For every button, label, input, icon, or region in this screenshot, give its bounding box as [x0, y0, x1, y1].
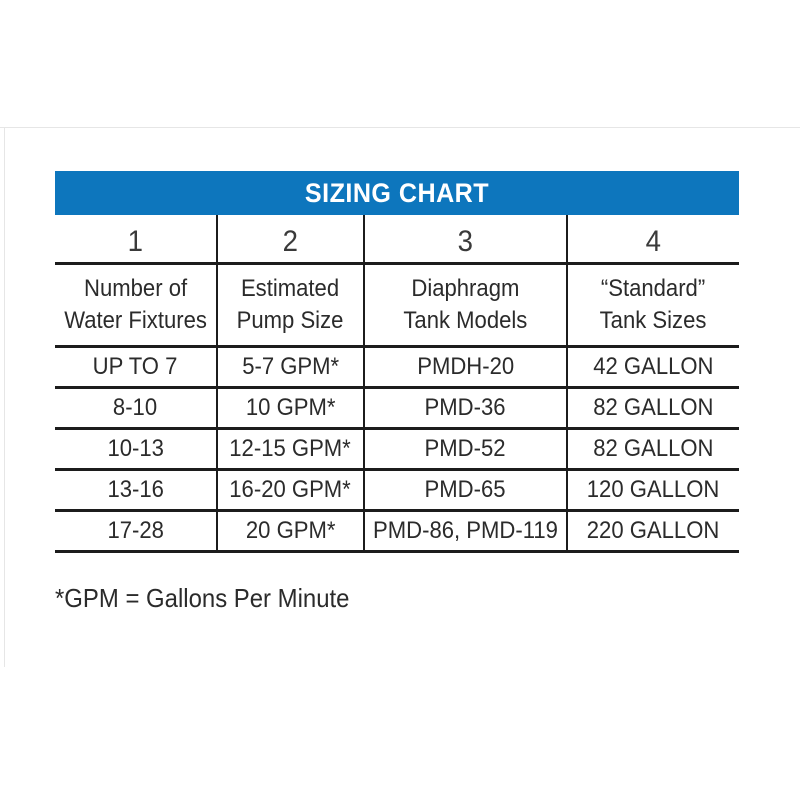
sizing-chart-table	[55, 171, 739, 553]
cell-value: PMD-36	[424, 394, 506, 421]
header-line-1: Estimated	[241, 275, 340, 303]
photo-frame-top-edge	[0, 127, 800, 128]
table-cell-tank-size	[568, 348, 739, 386]
cell-value: 10-13	[107, 435, 164, 462]
cell-value: 82 GALLON	[593, 435, 714, 462]
column-header-pump-size	[218, 265, 365, 345]
table-title: SIZING CHART	[304, 177, 490, 208]
column-number-1	[55, 215, 218, 262]
table-row	[55, 430, 739, 471]
table-cell-tank-size	[568, 430, 739, 468]
table-cell-fixtures	[55, 430, 218, 468]
header-line-2: Tank Models	[403, 307, 528, 334]
cell-value: PMDH-20	[416, 353, 514, 380]
column-number-label: 3	[457, 225, 474, 258]
column-header-water-fixtures	[55, 265, 218, 345]
table-row	[55, 512, 739, 553]
cell-value: 120 GALLON	[587, 476, 720, 503]
table-title-bar	[55, 171, 739, 215]
table-row	[55, 471, 739, 512]
header-line-2: Pump Size	[236, 307, 344, 334]
table-cell-tank-model	[365, 348, 568, 386]
footnote-text: *GPM = Gallons Per Minute	[55, 583, 350, 613]
header-line-2: Tank Sizes	[600, 307, 707, 334]
column-number-2	[218, 215, 365, 262]
table-cell-tank-size	[568, 389, 739, 427]
cell-value: 42 GALLON	[593, 353, 714, 380]
table-cell-pump-size	[218, 430, 365, 468]
table-cell-tank-size	[568, 471, 739, 509]
column-numbers-row	[55, 215, 739, 265]
cell-value: 220 GALLON	[587, 517, 720, 544]
table-row	[55, 389, 739, 430]
column-number-4	[568, 215, 739, 262]
table-cell-tank-model	[365, 512, 568, 550]
column-number-label: 4	[645, 225, 662, 258]
cell-value: UP TO 7	[93, 353, 178, 380]
table-cell-pump-size	[218, 348, 365, 386]
table-cell-tank-model	[365, 471, 568, 509]
table-cell-fixtures	[55, 348, 218, 386]
cell-value: 8-10	[113, 394, 158, 421]
table-cell-fixtures	[55, 389, 218, 427]
photo-frame-left-edge	[4, 127, 5, 667]
cell-value: PMD-52	[424, 435, 506, 462]
cell-value: PMD-65	[424, 476, 506, 503]
cell-value: 82 GALLON	[593, 394, 714, 421]
table-cell-tank-size	[568, 512, 739, 550]
cell-value: 17-28	[107, 517, 164, 544]
table-cell-fixtures	[55, 471, 218, 509]
column-number-3	[365, 215, 568, 262]
gpm-footnote	[55, 583, 375, 614]
cell-value: 10 GPM*	[245, 394, 336, 421]
column-header-tank-models	[365, 265, 568, 345]
header-line-1: Diaphragm	[411, 275, 520, 303]
header-line-1: Number of	[83, 275, 187, 303]
cell-value: 5-7 GPM*	[241, 353, 339, 380]
table-cell-tank-model	[365, 430, 568, 468]
table-cell-fixtures	[55, 512, 218, 550]
table-cell-pump-size	[218, 471, 365, 509]
cell-value: 13-16	[107, 476, 164, 503]
cell-value: PMD-86, PMD-119	[372, 517, 558, 544]
table-cell-pump-size	[218, 389, 365, 427]
column-headers-row	[55, 265, 739, 348]
header-line-1: “Standard”	[601, 275, 706, 303]
column-number-label: 2	[282, 225, 298, 258]
header-line-2: Water Fixtures	[64, 307, 207, 334]
table-cell-pump-size	[218, 512, 365, 550]
cell-value: 16-20 GPM*	[229, 476, 352, 503]
column-number-label: 1	[127, 225, 144, 258]
cell-value: 12-15 GPM*	[229, 435, 352, 462]
table-cell-tank-model	[365, 389, 568, 427]
table-row	[55, 348, 739, 389]
column-header-tank-sizes	[568, 265, 739, 345]
cell-value: 20 GPM*	[245, 517, 336, 544]
